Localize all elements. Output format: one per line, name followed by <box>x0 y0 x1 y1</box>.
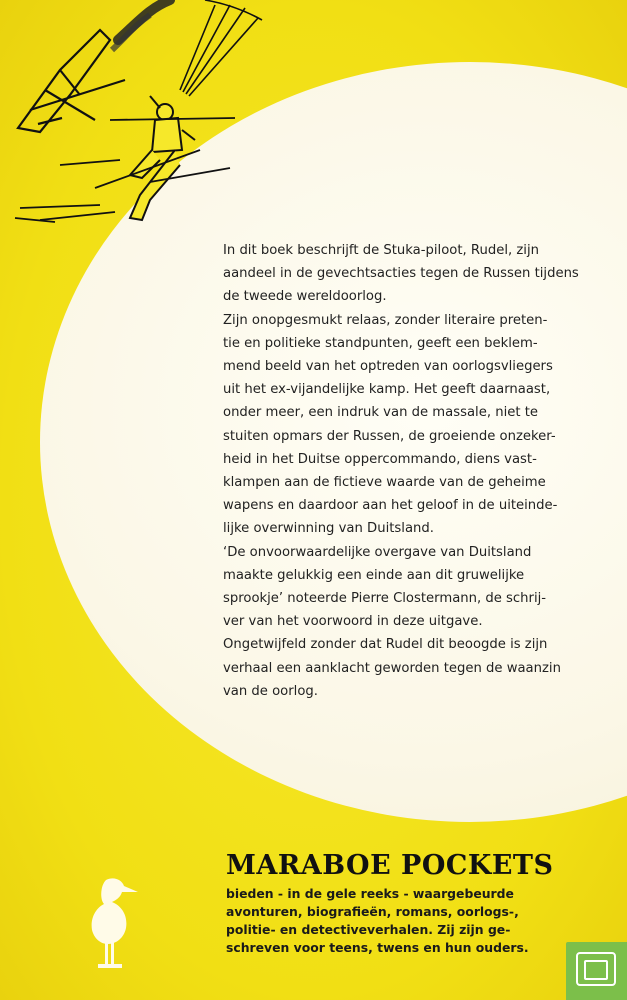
series-title: MARABOE POCKETS <box>226 850 554 881</box>
series-line: bieden - in de gele reeks - waargebeurde <box>226 886 514 901</box>
blurb-line: onder meer, een indruk van de massale, niet te <box>223 405 538 421</box>
blurb-line: stuiten opmars der Russen, de groeiende onzeker- <box>223 428 556 444</box>
blurb-line: ver van het voorwoord in deze uitgave. <box>223 614 483 630</box>
blurb-line: klampen aan de fictieve waarde van de geheime <box>223 475 546 491</box>
blurb-line: maakte gelukkig een einde aan dit gruwelijke <box>223 567 525 583</box>
blurb-line: van de oorlog. <box>223 683 318 699</box>
blurb-line: verhaal een aanklacht geworden tegen de waanzin <box>223 660 561 676</box>
series-line: politie- en detectiveverhalen. Zij zijn ge- <box>226 922 511 937</box>
blurb-line: Zijn onopgesmukt relaas, zonder literaire preten- <box>223 312 548 328</box>
blurb-line: uit het ex-vijandelijke kamp. Het geeft daarnaast, <box>223 382 551 398</box>
marabou-bird-icon <box>78 872 140 972</box>
blurb-line: de tweede wereldoorlog. <box>223 289 387 305</box>
blurb-line: sprookje’ noteerde Pierre Clostermann, de schrij- <box>223 591 547 607</box>
blurb-line: wapens en daardoor aan het geloof in de uiteinde- <box>223 498 558 514</box>
blurb-line: lijke overwinning van Duitsland. <box>223 521 434 537</box>
blurb-line: Ongetwijfeld zonder dat Rudel dit beoogde is zijn <box>223 637 548 653</box>
blurb <box>223 239 585 703</box>
stuka-crash-parachute-illustration <box>0 0 270 235</box>
series-line: avonturen, biografieën, romans, oorlogs-, <box>226 904 519 919</box>
series-line: schreven voor teens, twens en hun ouders. <box>226 940 529 955</box>
blurb-line: ‘De onvoorwaardelijke overgave van Duitsland <box>223 544 532 560</box>
blurb-line: mend beeld van het optreden van oorlogsvliegers <box>223 359 553 375</box>
blurb-line: aandeel in de gevechtsacties tegen de Russen tijdens <box>223 266 579 282</box>
blurb-line: tie en politieke standpunten, geeft een beklem- <box>223 335 538 351</box>
blurb-line: In dit boek beschrijft de Stuka-piloot, Rudel, zijn <box>223 243 539 258</box>
series-description <box>226 885 556 957</box>
sticker-logo-icon <box>566 942 627 1000</box>
blurb-line: heid in het Duitse oppercommando, diens vast- <box>223 451 537 467</box>
